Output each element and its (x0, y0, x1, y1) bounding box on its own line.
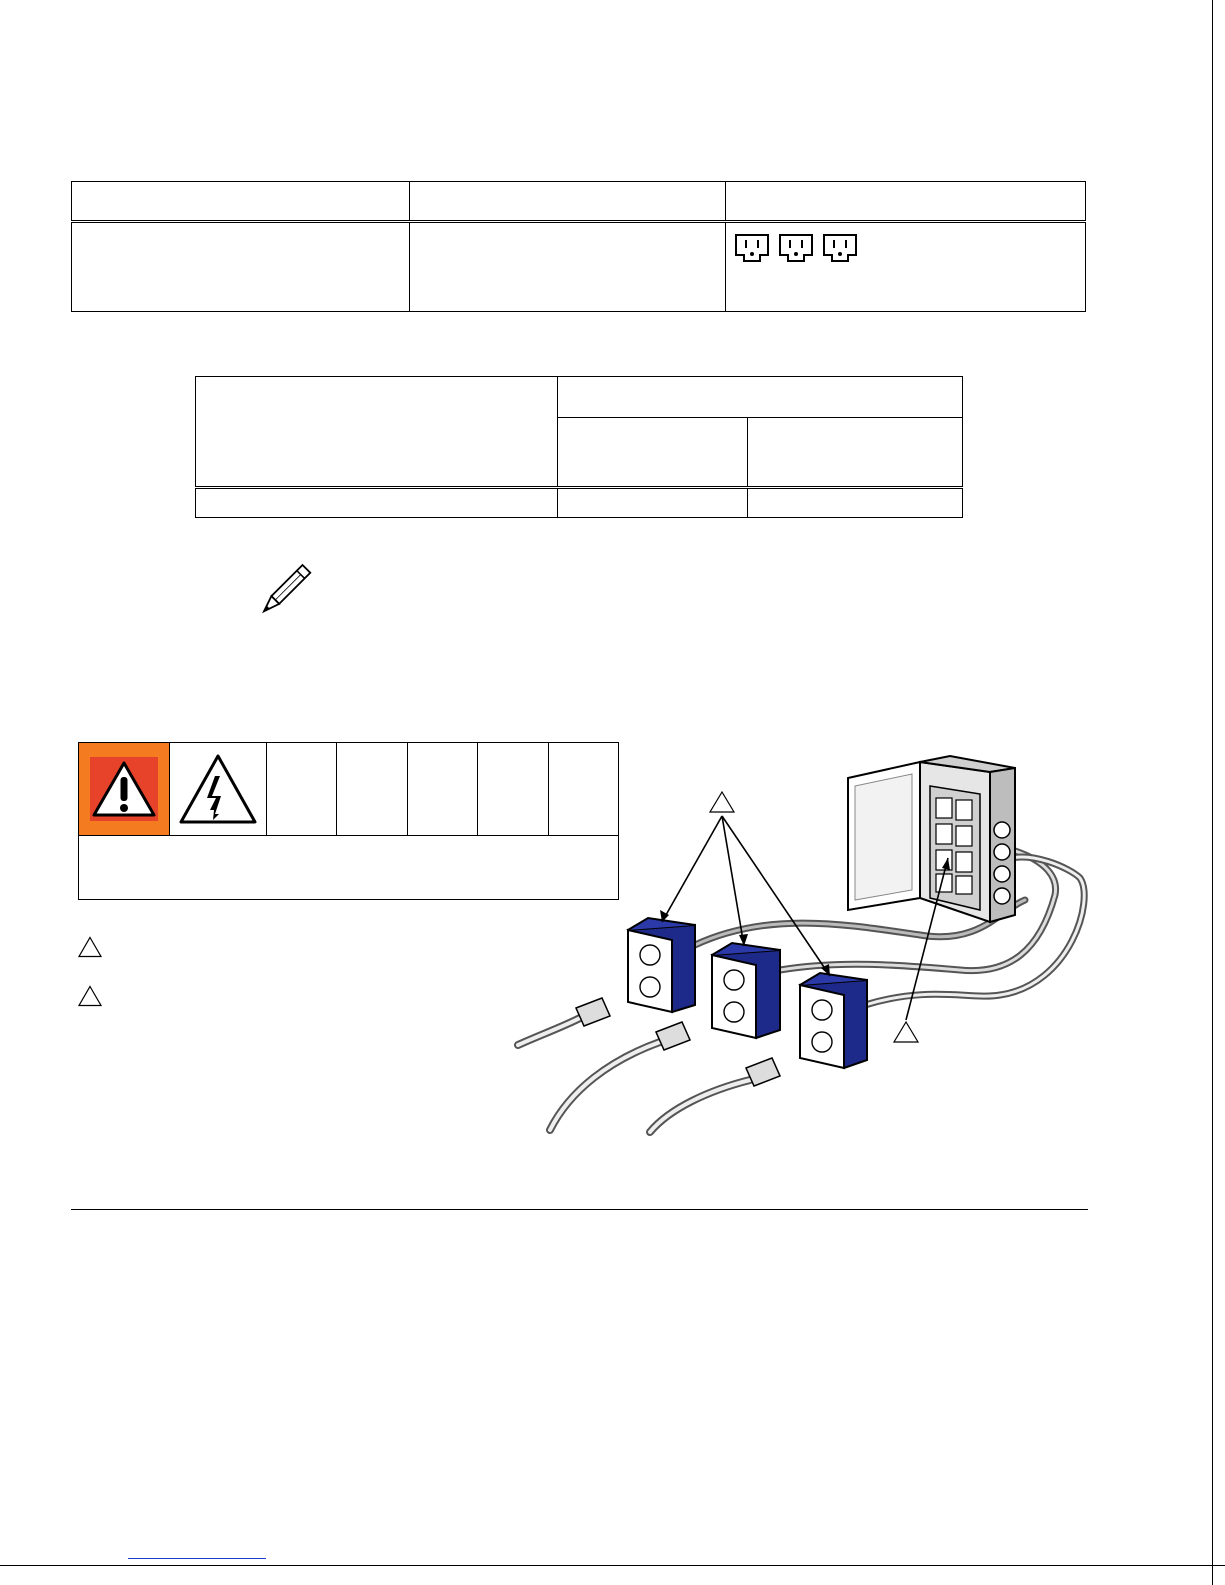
exclamation-warning-icon (88, 755, 160, 823)
table-subheader-cell (558, 418, 748, 488)
junction-box (848, 756, 1015, 922)
outlet-2 (712, 943, 780, 1038)
outlet-icon (734, 233, 770, 263)
table-cell (196, 488, 558, 518)
table-header-row (196, 377, 963, 418)
callout-triangle-icon (894, 1022, 918, 1042)
specification-table (195, 376, 963, 518)
callout-triangle-icon (710, 792, 734, 812)
electric-shock-icon (177, 752, 259, 826)
requirements-table (71, 181, 1086, 312)
table-cell-outlets (726, 222, 1086, 312)
table-subheader-cell (748, 418, 963, 488)
table-row (72, 222, 1086, 312)
footer-link-underline[interactable] (128, 1558, 266, 1559)
table-header-cell (410, 182, 726, 222)
outlet-3 (800, 973, 867, 1068)
table-header-cell (72, 182, 410, 222)
table-cell (410, 222, 726, 312)
outlet-icon (822, 233, 858, 263)
table-header-cell (558, 377, 963, 418)
outlet-1 (628, 918, 695, 1012)
table-header-cell (196, 377, 558, 488)
warning-cell (267, 743, 337, 835)
table-cell (72, 222, 410, 312)
table-header-row (72, 182, 1086, 222)
table-row (196, 488, 963, 518)
warning-cell (408, 743, 478, 835)
section-divider (71, 1209, 1088, 1210)
footer-rule (0, 1565, 1225, 1566)
grounded-outlets-illustration (510, 750, 1090, 1140)
callout-triangle-icon (78, 985, 102, 1007)
table-cell (558, 488, 748, 518)
danger-icon-cell (79, 743, 170, 835)
table-cell (748, 488, 963, 518)
page-edge-line (1212, 0, 1213, 1585)
table-header-cell (726, 182, 1086, 222)
pencil-note-icon (250, 563, 314, 625)
callout-triangle-icon (78, 936, 102, 958)
shock-icon-cell (170, 743, 267, 835)
outlet-icon (778, 233, 814, 263)
warning-cell (337, 743, 407, 835)
